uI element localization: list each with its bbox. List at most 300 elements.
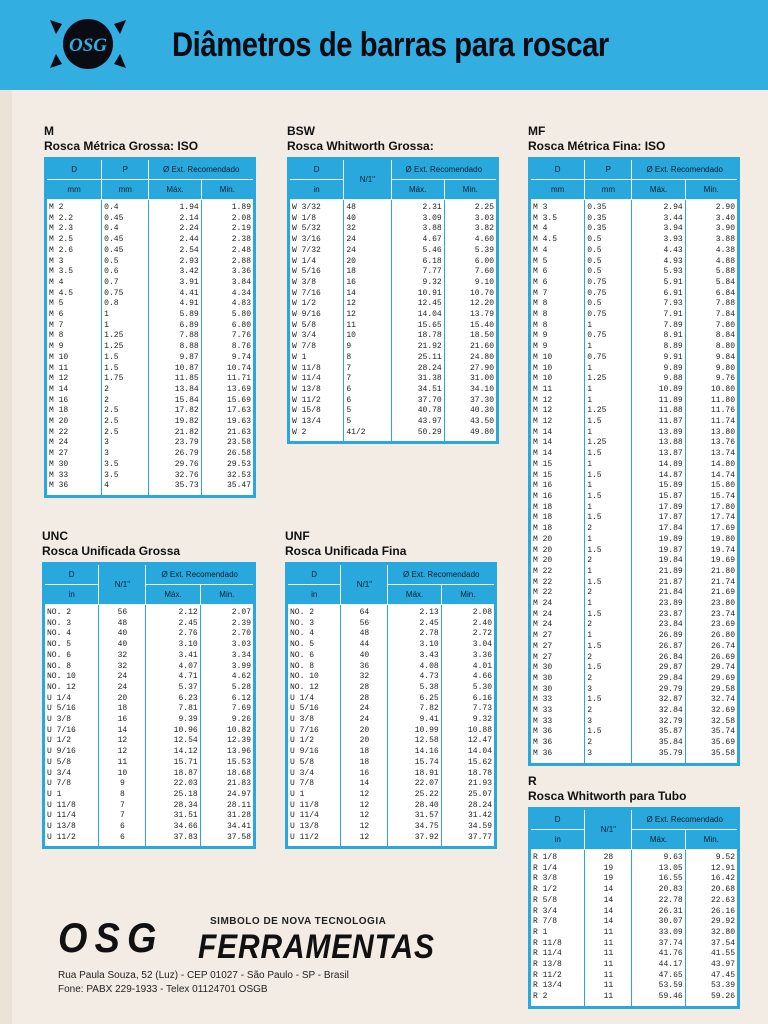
cell-min: 37.77 (441, 833, 495, 848)
cell-max: 8.91 (632, 331, 685, 342)
cell-p-or-n: 0.5 (585, 299, 632, 310)
table-row (46, 342, 255, 353)
cell-p-or-n: 40 (341, 651, 388, 662)
table-row (44, 833, 255, 848)
table-r (528, 807, 740, 1009)
table-row (530, 631, 739, 642)
cell-max: 34.66 (146, 822, 200, 833)
cell-min: 3.36 (441, 651, 495, 662)
cell-p-or-n: 1.25 (102, 342, 149, 353)
cell-d: U 1/4 (290, 693, 315, 703)
table-row (46, 235, 255, 246)
cell-min: 11.80 (685, 396, 738, 407)
cell-max: 13.87 (632, 449, 685, 460)
table-row (46, 481, 255, 496)
cell-d: U 7/8 (47, 779, 72, 789)
cell-min: 4.83 (201, 299, 254, 310)
cell-max: 53.59 (632, 981, 685, 992)
cell-max: 12.45 (391, 299, 444, 310)
section-unc (42, 529, 256, 849)
cell-p-or-n: 0.35 (585, 200, 632, 214)
cell-max: 28.40 (388, 801, 441, 812)
cell-d: NO. 12 (47, 682, 76, 692)
cell-max: 26.79 (149, 449, 201, 460)
cell-d: R 1 (533, 927, 548, 937)
table-row (287, 619, 496, 630)
cell-max: 14.87 (632, 471, 685, 482)
cell-d: M 8 (49, 331, 64, 341)
cell-p-or-n: 40 (344, 214, 391, 225)
cell-max: 14.16 (388, 747, 441, 758)
table-row (530, 396, 739, 407)
cell-max: 34.75 (388, 822, 441, 833)
cell-d: NO. 2 (290, 608, 315, 617)
cell-d: M 3 (533, 203, 548, 212)
table-row (530, 738, 739, 749)
table-row (44, 651, 255, 662)
table-row (530, 620, 739, 631)
cell-max: 7.77 (391, 267, 444, 278)
cell-p-or-n: 2 (102, 396, 149, 407)
table-row (530, 524, 739, 535)
cell-min: 9.76 (685, 374, 738, 385)
cell-max: 2.76 (146, 629, 200, 640)
header-d: D (530, 809, 585, 830)
table-row (530, 588, 739, 599)
table-row (530, 449, 739, 460)
cell-d: M 2 (49, 203, 64, 212)
cell-max: 44.17 (632, 960, 685, 971)
table-row (46, 364, 255, 375)
cell-min: 8.84 (685, 331, 738, 342)
table-row (289, 278, 498, 289)
table-row (287, 833, 496, 848)
cell-d: M 4.5 (49, 288, 74, 298)
cell-min: 12.20 (444, 299, 497, 310)
cell-d: U 3/4 (47, 768, 72, 778)
cell-p-or-n: 11 (585, 928, 632, 939)
cell-p-or-n: 3 (585, 717, 632, 728)
table-row (289, 299, 498, 310)
cell-min: 32.58 (685, 717, 738, 728)
cell-min: 5.39 (444, 246, 497, 257)
table-row (287, 811, 496, 822)
cell-p-or-n: 1.5 (585, 578, 632, 589)
cell-max: 5.37 (146, 683, 200, 694)
cell-d: W 7/16 (292, 288, 321, 298)
footer (58, 914, 478, 1024)
cell-p-or-n: 11 (585, 992, 632, 1007)
cell-d: U 5/8 (47, 757, 72, 767)
cell-min: 21.60 (444, 342, 497, 353)
table-row (287, 629, 496, 640)
cell-max: 31.51 (146, 811, 200, 822)
cell-d: M 10 (533, 363, 553, 373)
cell-d: W 5/8 (292, 320, 317, 330)
cell-max: 19.87 (632, 546, 685, 557)
cell-min: 3.04 (441, 640, 495, 651)
cell-max: 12.58 (388, 736, 441, 747)
cell-max: 40.78 (391, 406, 444, 417)
cell-max: 18.91 (388, 769, 441, 780)
cell-max: 17.87 (632, 513, 685, 524)
cell-d: M 30 (533, 663, 553, 673)
cell-min: 35.47 (201, 481, 254, 496)
cell-d: M 33 (49, 470, 69, 480)
cell-min: 11.74 (685, 417, 738, 428)
cell-p-or-n: 1 (585, 481, 632, 492)
cell-p-or-n: 48 (341, 629, 388, 640)
cell-max: 2.78 (388, 629, 441, 640)
table-row (530, 214, 739, 225)
cell-max: 3.91 (149, 278, 201, 289)
section-mf (528, 124, 740, 766)
cell-d: M 10 (49, 352, 69, 362)
cell-max: 20.83 (632, 885, 685, 896)
cell-min: 21.83 (200, 779, 254, 790)
cell-p-or-n: 10 (344, 331, 391, 342)
table-m (44, 157, 256, 498)
cell-d: NO. 4 (47, 629, 72, 639)
cell-d: U 13/8 (47, 822, 76, 832)
table-row (289, 224, 498, 235)
cell-d: NO. 12 (290, 682, 319, 692)
table-row (530, 331, 739, 342)
phone-line: Fone: PABX 229-1933 - Telex 01124701 OSGB (58, 984, 268, 995)
cell-max: 29.79 (632, 685, 685, 696)
table-row (530, 960, 739, 971)
cell-max: 15.84 (149, 396, 201, 407)
cell-max: 17.89 (632, 503, 685, 514)
cell-d: M 22 (533, 566, 553, 576)
table-row (530, 928, 739, 939)
cell-d: M 6 (533, 277, 548, 287)
cell-max: 19.84 (632, 556, 685, 567)
table-row (46, 278, 255, 289)
table-row (289, 214, 498, 225)
cell-max: 14.89 (632, 460, 685, 471)
cell-p-or-n: 20 (344, 257, 391, 268)
header-ext: Ø Ext. Recomendado (391, 159, 497, 180)
cell-p-or-n: 7 (99, 801, 146, 812)
cell-d: W 7/8 (292, 342, 317, 352)
table-row (46, 471, 255, 482)
cell-d: W 9/16 (292, 310, 321, 320)
cell-min: 37.58 (200, 833, 254, 848)
cell-min: 34.10 (444, 385, 497, 396)
cell-min: 13.69 (201, 385, 254, 396)
cell-d: M 24 (533, 599, 553, 609)
table-row (46, 299, 255, 310)
table-row (46, 200, 255, 214)
cell-max: 3.94 (632, 224, 685, 235)
table-row (530, 864, 739, 875)
cell-d: M 27 (533, 652, 553, 662)
table-row (287, 779, 496, 790)
cell-p-or-n: 1 (585, 567, 632, 578)
cell-p-or-n: 2.5 (102, 417, 149, 428)
cell-d: U 9/16 (47, 747, 76, 757)
cell-max: 43.97 (391, 417, 444, 428)
cell-min: 10.80 (685, 385, 738, 396)
cell-p-or-n: 14 (344, 289, 391, 300)
cell-p-or-n: 32 (99, 662, 146, 673)
cell-d: M 36 (533, 727, 553, 737)
cell-p-or-n: 1 (585, 460, 632, 471)
cell-max: 37.74 (632, 939, 685, 950)
cell-p-or-n: 12 (341, 811, 388, 822)
cell-max: 7.89 (632, 321, 685, 332)
table-row (44, 811, 255, 822)
cell-p-or-n: 24 (341, 704, 388, 715)
table-row (287, 736, 496, 747)
cell-max: 59.46 (632, 992, 685, 1007)
cell-max: 21.87 (632, 578, 685, 589)
cell-d: M 36 (533, 748, 553, 758)
cell-p-or-n: 0.75 (585, 278, 632, 289)
cell-p-or-n: 1.25 (585, 406, 632, 417)
header-max: Máx. (632, 180, 685, 200)
cell-max: 9.63 (632, 850, 685, 864)
cell-d: M 22 (533, 588, 553, 598)
cell-min: 12.39 (200, 736, 254, 747)
cell-max: 4.08 (388, 662, 441, 673)
cell-max: 11.85 (149, 374, 201, 385)
cell-min: 40.30 (444, 406, 497, 417)
cell-min: 19.63 (201, 417, 254, 428)
table-row (289, 396, 498, 407)
cell-max: 4.91 (149, 299, 201, 310)
cell-min: 1.89 (201, 200, 254, 214)
cell-min: 2.72 (441, 629, 495, 640)
cell-p-or-n: 14 (585, 917, 632, 928)
cell-p-or-n: 6 (344, 385, 391, 396)
cell-max: 9.39 (146, 715, 200, 726)
cell-min: 7.69 (200, 704, 254, 715)
cell-min: 15.74 (685, 492, 738, 503)
table-row (287, 726, 496, 737)
cell-min: 7.88 (685, 299, 738, 310)
cell-d: R 1/4 (533, 863, 558, 873)
cell-d: W 11/4 (292, 374, 321, 384)
cell-min: 2.90 (685, 200, 738, 214)
cell-p-or-n: 1.5 (585, 417, 632, 428)
cell-max: 6.89 (149, 321, 201, 332)
cell-d: W 3/32 (292, 203, 321, 212)
cell-max: 9.41 (388, 715, 441, 726)
table-row (44, 640, 255, 651)
cell-d: U 11/4 (47, 811, 76, 821)
cell-d: M 8 (533, 320, 548, 330)
cell-d: M 12 (533, 417, 553, 427)
cell-max: 25.22 (388, 790, 441, 801)
cell-min: 43.50 (444, 417, 497, 428)
table-row (530, 907, 739, 918)
cell-d: M 33 (533, 695, 553, 705)
cell-p-or-n: 14 (585, 885, 632, 896)
cell-min: 34.41 (200, 822, 254, 833)
cell-p-or-n: 12 (344, 310, 391, 321)
table-row (530, 417, 739, 428)
cell-p-or-n: 12 (99, 747, 146, 758)
cell-min: 2.70 (200, 629, 254, 640)
cell-max: 2.13 (388, 605, 441, 619)
cell-p-or-n: 0.5 (585, 267, 632, 278)
cell-max: 18.87 (146, 769, 200, 780)
cell-d: M 8 (533, 299, 548, 309)
cell-d: M 24 (533, 609, 553, 619)
cell-max: 32.87 (632, 695, 685, 706)
cell-p-or-n: 0.5 (585, 257, 632, 268)
cell-p-or-n: 64 (341, 605, 388, 619)
cell-p-or-n: 1 (585, 503, 632, 514)
cell-min: 21.63 (201, 428, 254, 439)
cell-p-or-n: 11 (585, 981, 632, 992)
table-row (289, 331, 498, 342)
table-row (530, 992, 739, 1007)
cell-max: 22.03 (146, 779, 200, 790)
cell-p-or-n: 1 (102, 310, 149, 321)
cell-d: M 6 (49, 310, 64, 320)
table-row (530, 342, 739, 353)
cell-p-or-n: 0.4 (102, 224, 149, 235)
cell-p-or-n: 0.45 (102, 214, 149, 225)
cell-max: 8.88 (149, 342, 201, 353)
cell-min: 15.53 (200, 758, 254, 769)
cell-p-or-n: 14 (585, 907, 632, 918)
table-row (287, 769, 496, 780)
cell-min: 13.76 (685, 438, 738, 449)
cell-d: M 10 (533, 352, 553, 362)
cell-d: M 5 (49, 299, 64, 309)
company-name: FERRAMENTAS (198, 928, 435, 966)
cell-d: U 11/8 (290, 800, 319, 810)
cell-max: 4.43 (632, 246, 685, 257)
cell-min: 4.62 (200, 672, 254, 683)
cell-min: 17.69 (685, 524, 738, 535)
cell-d: M 33 (533, 716, 553, 726)
cell-max: 19.89 (632, 535, 685, 546)
cell-min: 19.69 (685, 556, 738, 567)
cell-max: 30.07 (632, 917, 685, 928)
cell-p-or-n: 1 (585, 342, 632, 353)
cell-max: 7.88 (149, 331, 201, 342)
table-row (289, 385, 498, 396)
cell-max: 33.09 (632, 928, 685, 939)
cell-d: M 12 (49, 374, 69, 384)
header-min: Min. (685, 830, 738, 850)
cell-min: 5.28 (200, 683, 254, 694)
cell-max: 5.93 (632, 267, 685, 278)
header-n: N/1" (99, 564, 146, 605)
table-row (46, 385, 255, 396)
cell-min: 21.69 (685, 588, 738, 599)
cell-d: M 14 (533, 427, 553, 437)
cell-p-or-n: 2 (585, 706, 632, 717)
cell-d: U 11/2 (290, 832, 319, 842)
header-ext: Ø Ext. Recomendado (632, 809, 739, 830)
cell-d: W 3/8 (292, 277, 317, 287)
table-row (44, 715, 255, 726)
cell-min: 2.19 (201, 224, 254, 235)
table-row (289, 374, 498, 385)
cell-max: 10.87 (149, 364, 201, 375)
cell-min: 32.74 (685, 695, 738, 706)
table-row (287, 640, 496, 651)
logo-text: OSG (68, 35, 108, 56)
cell-max: 3.09 (391, 214, 444, 225)
cell-p-or-n: 1 (585, 599, 632, 610)
cell-p-or-n: 1.5 (585, 449, 632, 460)
cell-max: 7.82 (388, 704, 441, 715)
cell-min: 22.63 (685, 896, 738, 907)
header-d: D (289, 159, 344, 180)
cell-min: 2.48 (201, 246, 254, 257)
table-row (289, 353, 498, 364)
table-row (530, 481, 739, 492)
cell-d: U 5/16 (47, 704, 76, 714)
cell-min: 31.00 (444, 374, 497, 385)
cell-min: 34.59 (441, 822, 495, 833)
table-row (530, 224, 739, 235)
cell-min: 14.04 (441, 747, 495, 758)
cell-min: 17.63 (201, 406, 254, 417)
cell-min: 6.00 (444, 257, 497, 268)
cell-d: M 9 (49, 342, 64, 352)
header-min: Min. (201, 180, 254, 200)
header-n: N/1" (344, 159, 391, 200)
cell-d: M 3 (49, 256, 64, 266)
table-row (287, 683, 496, 694)
cell-min: 49.80 (444, 428, 497, 443)
table-row (46, 438, 255, 449)
cell-p-or-n: 1.5 (585, 546, 632, 557)
cell-min: 26.58 (201, 449, 254, 460)
cell-d: U 3/4 (290, 768, 315, 778)
cell-min: 4.88 (685, 257, 738, 268)
cell-max: 15.87 (632, 492, 685, 503)
cell-max: 1.94 (149, 200, 201, 214)
cell-min: 24.80 (444, 353, 497, 364)
cell-min: 9.10 (444, 278, 497, 289)
cell-p-or-n: 0.6 (102, 267, 149, 278)
table-row (530, 874, 739, 885)
section-name: Rosca Unificada Grossa (42, 544, 181, 558)
header-min: Min. (441, 585, 495, 605)
header-d: D (287, 564, 341, 585)
cell-min: 20.68 (685, 885, 738, 896)
cell-min: 2.25 (444, 200, 497, 214)
cell-max: 37.83 (146, 833, 200, 848)
cell-min: 10.74 (201, 364, 254, 375)
header-d: D (44, 564, 99, 585)
cell-d: W 3/16 (292, 235, 321, 245)
cell-p-or-n: 1.75 (102, 374, 149, 385)
cell-max: 13.84 (149, 385, 201, 396)
cell-min: 21.80 (685, 567, 738, 578)
cell-p-or-n: 32 (341, 672, 388, 683)
cell-p-or-n: 9 (344, 342, 391, 353)
cell-d: M 9 (533, 331, 548, 341)
cell-p-or-n: 36 (341, 662, 388, 673)
cell-min: 21.74 (685, 578, 738, 589)
section-name: Rosca Whitworth para Tubo (528, 789, 687, 803)
cell-max: 11.88 (632, 406, 685, 417)
cell-d: U 1/4 (47, 693, 72, 703)
cell-min: 26.74 (685, 642, 738, 653)
cell-min: 13.96 (200, 747, 254, 758)
cell-max: 17.82 (149, 406, 201, 417)
